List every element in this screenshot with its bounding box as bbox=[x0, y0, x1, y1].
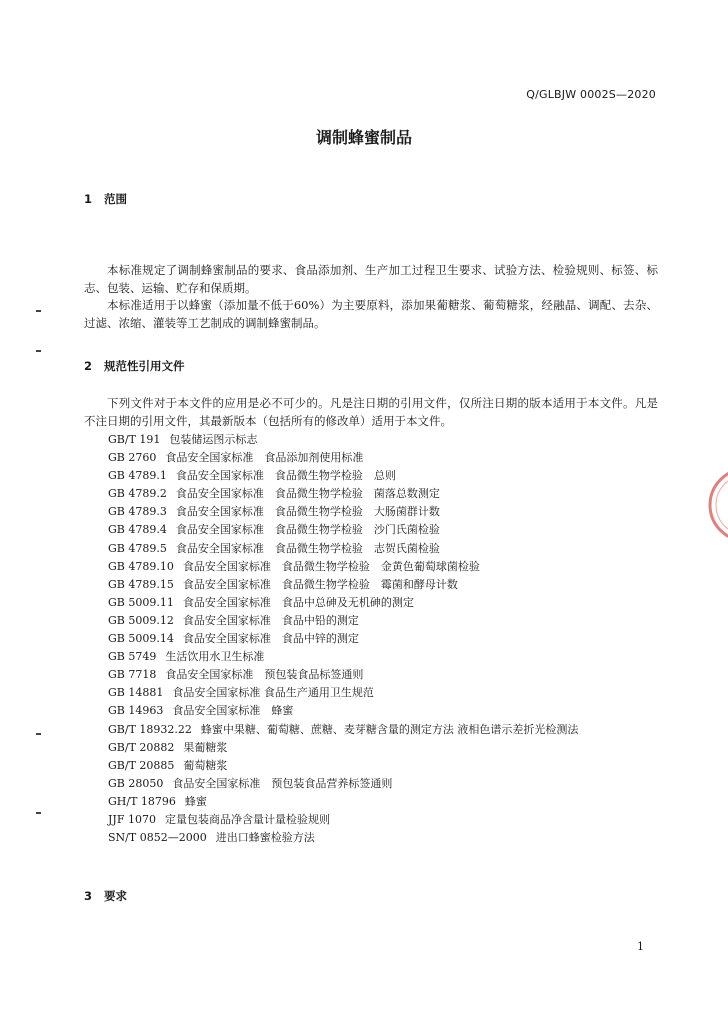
reference-code: SN/T 0852—2000 bbox=[108, 831, 207, 845]
reference-item bbox=[108, 721, 578, 739]
section-heading-references bbox=[84, 358, 185, 374]
reference-code: GB/T 191 bbox=[108, 433, 161, 446]
scan-mark bbox=[36, 733, 41, 735]
reference-code: GB 4789.10 bbox=[108, 559, 174, 573]
reference-title: 食品安全国家标准 食品添加剂使用标准 bbox=[165, 451, 364, 465]
reference-item bbox=[108, 702, 578, 720]
reference-item bbox=[108, 811, 578, 829]
reference-code: GB 4789.3 bbox=[108, 505, 167, 519]
reference-title: 蜂蜜 bbox=[184, 794, 207, 808]
reference-code: JJF 1070 bbox=[108, 812, 156, 826]
reference-code: GB 5009.12 bbox=[108, 613, 174, 627]
scan-mark bbox=[36, 310, 41, 312]
reference-title: 食品安全国家标准 预包装食品营养标签通则 bbox=[172, 776, 393, 790]
reference-code: GB 28050 bbox=[108, 776, 164, 790]
reference-item bbox=[108, 540, 578, 558]
reference-item bbox=[108, 739, 578, 757]
reference-title: 食品安全国家标准 食品中锌的测定 bbox=[182, 632, 359, 646]
reference-item bbox=[108, 521, 578, 539]
reference-title: 食品安全国家标准 食品微生物学检验 志贺氏菌检验 bbox=[175, 541, 440, 555]
reference-title: 定量包装商品净含量计量检验规则 bbox=[164, 812, 330, 826]
section-heading-scope bbox=[84, 191, 127, 207]
section-title: 要求 bbox=[104, 889, 127, 903]
reference-code: GB 5749 bbox=[108, 650, 157, 664]
reference-item bbox=[108, 829, 578, 847]
reference-item bbox=[108, 431, 578, 449]
reference-item bbox=[108, 576, 578, 594]
reference-code: GB 4789.2 bbox=[108, 487, 167, 501]
reference-code: GB/T 20882 bbox=[108, 740, 175, 754]
red-seal-stamp bbox=[706, 430, 728, 580]
scan-mark bbox=[36, 812, 41, 814]
document-title: 调制蜂蜜制品 bbox=[315, 128, 412, 147]
reference-code: GB 4789.4 bbox=[108, 523, 167, 537]
reference-item bbox=[108, 775, 578, 793]
reference-code: GB 14881 bbox=[108, 686, 164, 700]
section-number: 1 bbox=[84, 192, 93, 206]
reference-title: 食品安全国家标准 食品微生物学检验 菌落总数测定 bbox=[175, 487, 440, 501]
reference-title: 食品安全国家标准 食品微生物学检验 霉菌和酵母计数 bbox=[182, 577, 458, 591]
section-number: 3 bbox=[84, 889, 93, 903]
reference-title: 果葡糖浆 bbox=[183, 740, 228, 754]
reference-item bbox=[108, 467, 578, 485]
reference-code: GB 2760 bbox=[108, 451, 157, 465]
reference-title: 蜂蜜中果糖、葡萄糖、蔗糖、麦芽糖含量的测定方法 液相色谱示差折光检测法 bbox=[200, 722, 579, 736]
reference-title: 葡萄糖浆 bbox=[183, 758, 228, 772]
reference-item bbox=[108, 757, 578, 775]
section-heading-requirements bbox=[84, 888, 127, 904]
reference-item bbox=[108, 612, 578, 630]
reference-code: GB 4789.15 bbox=[108, 577, 174, 591]
reference-title: 生活饮用水卫生标准 bbox=[165, 650, 265, 664]
reference-item bbox=[108, 666, 578, 684]
reference-title: 食品安全国家标准 食品微生物学检验 沙门氏菌检验 bbox=[175, 523, 440, 537]
reference-title: 食品安全国家标准 食品生产通用卫生规范 bbox=[172, 686, 374, 700]
reference-title: 食品安全国家标准 预包装食品标签通则 bbox=[165, 668, 364, 682]
reference-code: GB 5009.14 bbox=[108, 632, 174, 646]
reference-item bbox=[108, 594, 578, 612]
references-intro: 下列文件对于本文件的应用是必不可少的。凡是注日期的引用文件，仅所注日期的版本适用于本文件。凡是不注日期的引用文件，其最新版本（包括所有的修改单）适用于本文件。 bbox=[84, 396, 658, 428]
reference-title: 食品安全国家标准 食品微生物学检验 大肠菌群计数 bbox=[175, 505, 440, 519]
reference-item bbox=[108, 558, 578, 576]
reference-code: GB 5009.11 bbox=[108, 595, 174, 609]
reference-code: GB/T 20885 bbox=[108, 758, 175, 772]
reference-title: 食品安全国家标准 食品微生物学检验 金黄色葡萄球菌检验 bbox=[182, 559, 480, 573]
reference-title: 食品安全国家标准 食品中铅的测定 bbox=[182, 613, 359, 627]
reference-code: GH/T 18796 bbox=[108, 794, 176, 808]
reference-code: GB 7718 bbox=[108, 668, 157, 682]
standard-code: Q/GLBJW 0002S—2020 bbox=[526, 88, 656, 101]
section-title: 范围 bbox=[104, 192, 127, 206]
reference-title: 包装储运图示标志 bbox=[169, 433, 258, 446]
page-number: 1 bbox=[637, 940, 644, 953]
reference-item bbox=[108, 793, 578, 811]
reference-title: 食品安全国家标准 食品微生物学检验 总则 bbox=[175, 469, 396, 483]
scope-paragraph-1: 本标准规定了调制蜂蜜制品的要求、食品添加剂、生产加工过程卫生要求、试验方法、检验规则、标签、标志、包装、运输、贮存和保质期。 bbox=[84, 263, 658, 295]
reference-item bbox=[108, 630, 578, 648]
reference-code: GB/T 18932.22 bbox=[108, 722, 192, 736]
section-number: 2 bbox=[84, 359, 93, 373]
reference-list bbox=[108, 431, 578, 847]
scan-mark bbox=[36, 350, 41, 352]
reference-item bbox=[108, 485, 578, 503]
reference-title: 食品安全国家标准 蜂蜜 bbox=[172, 704, 294, 718]
reference-item bbox=[108, 449, 578, 467]
reference-title: 进出口蜂蜜检验方法 bbox=[215, 831, 315, 845]
reference-title: 食品安全国家标准 食品中总砷及无机砷的测定 bbox=[182, 595, 414, 609]
reference-item bbox=[108, 684, 578, 702]
reference-code: GB 4789.5 bbox=[108, 541, 167, 555]
reference-code: GB 4789.1 bbox=[108, 469, 167, 483]
reference-code: GB 14963 bbox=[108, 704, 164, 718]
reference-item bbox=[108, 503, 578, 521]
reference-item bbox=[108, 648, 578, 666]
section-title: 规范性引用文件 bbox=[104, 359, 185, 373]
scope-paragraph-2: 本标准适用于以蜂蜜（添加量不低于60%）为主要原料，添加果葡糖浆、葡萄糖浆，经融晶、调配、去杂、过滤、浓缩、灌装等工艺制成的调制蜂蜜制品。 bbox=[84, 298, 658, 330]
